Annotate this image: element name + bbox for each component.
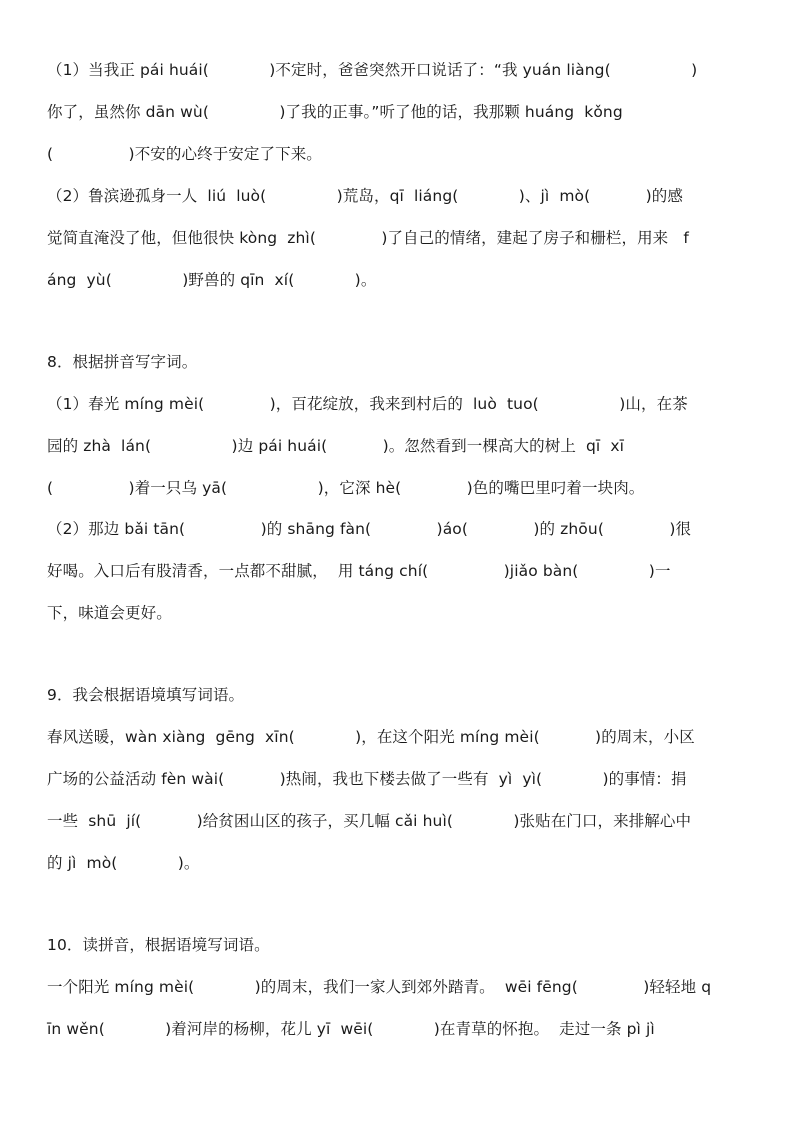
q9-line1: 春风送暖，wàn xiàng gēng xīn( )，在这个阳光 míng mèi( )的周末，小区 (47, 728, 695, 746)
q7-part1-line2: 你了，虽然你 dān wù( )了我的正事。”听了他的话，我那颗 huáng kǒng (47, 103, 623, 121)
q10-line1: 一个阳光 míng mèi( )的周末，我们一家人到郊外踏青。 wēi fēng( )轻轻地 q (47, 978, 712, 996)
q8-part2-line3: 下，味道会更好。 (47, 604, 172, 622)
q10-heading: 10．读拼音，根据语境写词语。 (47, 936, 270, 954)
q7-part1-line1: （1）当我正 pái huái( )不定时，爸爸突然开口说话了：“我 yuán liàng( ) (47, 61, 698, 79)
q7-part2-line3: áng yù( )野兽的 qīn xí( )。 (47, 271, 377, 289)
q8-part1-line1: （1）春光 míng mèi( )，百花绽放，我来到村后的 luò tuo( )山，在茶 (47, 395, 688, 413)
q8-part1-line3: ( )着一只乌 yā( )，它深 hè( )色的嘴巴里叼着一块肉。 (47, 479, 645, 497)
q8-part2-line1: （2）那边 bǎi tān( )的 shāng fàn( )áo( )的 zhōu( )很 (47, 520, 692, 538)
q10-line2: īn wěn( )着河岸的杨柳，花儿 yī wēi( )在青草的怀抱。 走过一条 pì jì (47, 1020, 655, 1038)
q9-line4: 的 jì mò( )。 (47, 854, 200, 872)
q9-heading: 9．我会根据语境填写词语。 (47, 686, 245, 704)
q7-part1-line3: ( )不安的心终于安定了下来。 (47, 145, 322, 163)
q9-line3: 一些 shū jí( )给贫困山区的孩子，买几幅 cǎi huì( )张贴在门口，来排解心中 (47, 812, 692, 830)
q8-part2-line2: 好喝。入口后有股清香，一点都不甜腻， 用 táng chí( )jiǎo bàn( )一 (47, 562, 671, 580)
q8-part1-line2: 园的 zhà lán( )边 pái huái( )。忽然看到一棵高大的树上 qī xī (47, 437, 625, 455)
q7-part2-line1: （2）鲁滨逊孤身一人 liú luò( )荒岛，qī liáng( )、jì mò( )的感 (47, 187, 683, 205)
q9-line2: 广场的公益活动 fèn wài( )热闹，我也下楼去做了一些有 yì yì( )的事情：捐 (47, 770, 687, 788)
q7-part2-line2: 觉简直淹没了他，但他很快 kòng zhì( )了自己的情绪，建起了房子和栅栏，用来 f (47, 229, 689, 247)
q8-heading: 8．根据拼音写字词。 (47, 353, 198, 371)
